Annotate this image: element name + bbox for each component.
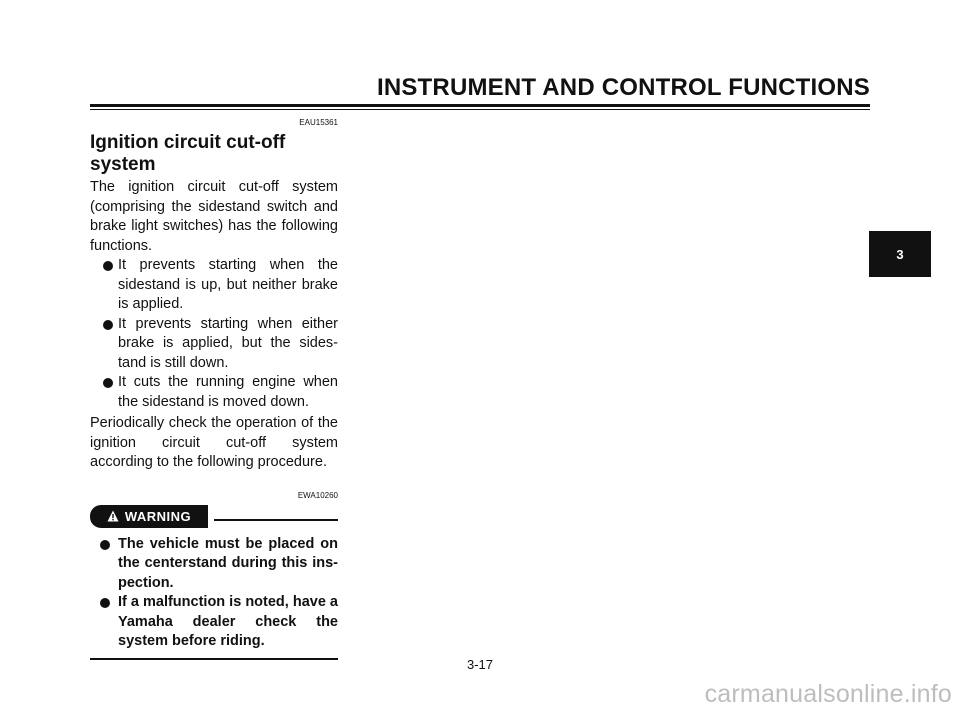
list-item: [90, 373, 338, 412]
list-item: [90, 315, 338, 374]
page-number: 3-17: [466, 657, 494, 672]
procedure-paragraph: Periodically check the operation of the ignition circuit cut-off system according to the following procedure.: [90, 415, 338, 470]
section-title-line2: system: [90, 154, 156, 175]
intro-paragraph: The ignition circuit cut-off system (comprising the sidestand switch and brake light switches) has the following functions.: [90, 179, 338, 254]
section-title-line1: Ignition circuit cut-off: [90, 132, 286, 153]
bullet-icon: [100, 540, 110, 550]
section-code: EAU15361: [299, 118, 338, 127]
warning-triangle-icon: [107, 510, 119, 522]
chapter-tab[interactable]: 3: [869, 231, 931, 277]
warning-label: WARNING: [124, 508, 192, 524]
warning-item: [90, 593, 338, 652]
watermark[interactable]: carmanualsonline.info: [704, 680, 952, 708]
list-item-text: It cuts the running engine when the sidestand is moved down.: [118, 374, 338, 410]
warning-item-text: The vehicle must be placed on the centerstand during this ins-pection.: [118, 535, 338, 591]
warning-list: [90, 535, 338, 652]
page-header-title: INSTRUMENT AND CONTROL FUNCTIONS: [376, 74, 870, 101]
bullet-icon: [103, 378, 113, 388]
bullet-icon: [100, 598, 110, 608]
bullet-icon: [103, 261, 113, 271]
list-item: [90, 256, 338, 315]
section-title: [90, 132, 338, 176]
function-list: [90, 256, 338, 412]
header-rule: [90, 104, 870, 107]
warning-code: EWA10260: [297, 490, 338, 500]
warning-rule: [214, 519, 338, 521]
warning-item-text: If a malfunction is noted, have a Yamaha dealer check the system before riding.: [118, 594, 338, 649]
list-item-text: It prevents starting when the sidestand is up, but neither brake is applied.: [118, 257, 338, 312]
warning-header: [90, 505, 338, 531]
warning-badge: [90, 505, 208, 528]
bullet-icon: [103, 320, 113, 330]
list-item-text: It prevents starting when either brake is applied, but the sides-tand is still down.: [118, 315, 338, 371]
content-column: [90, 118, 338, 660]
header-rule-thin: [90, 109, 870, 110]
warning-item: [90, 535, 338, 594]
